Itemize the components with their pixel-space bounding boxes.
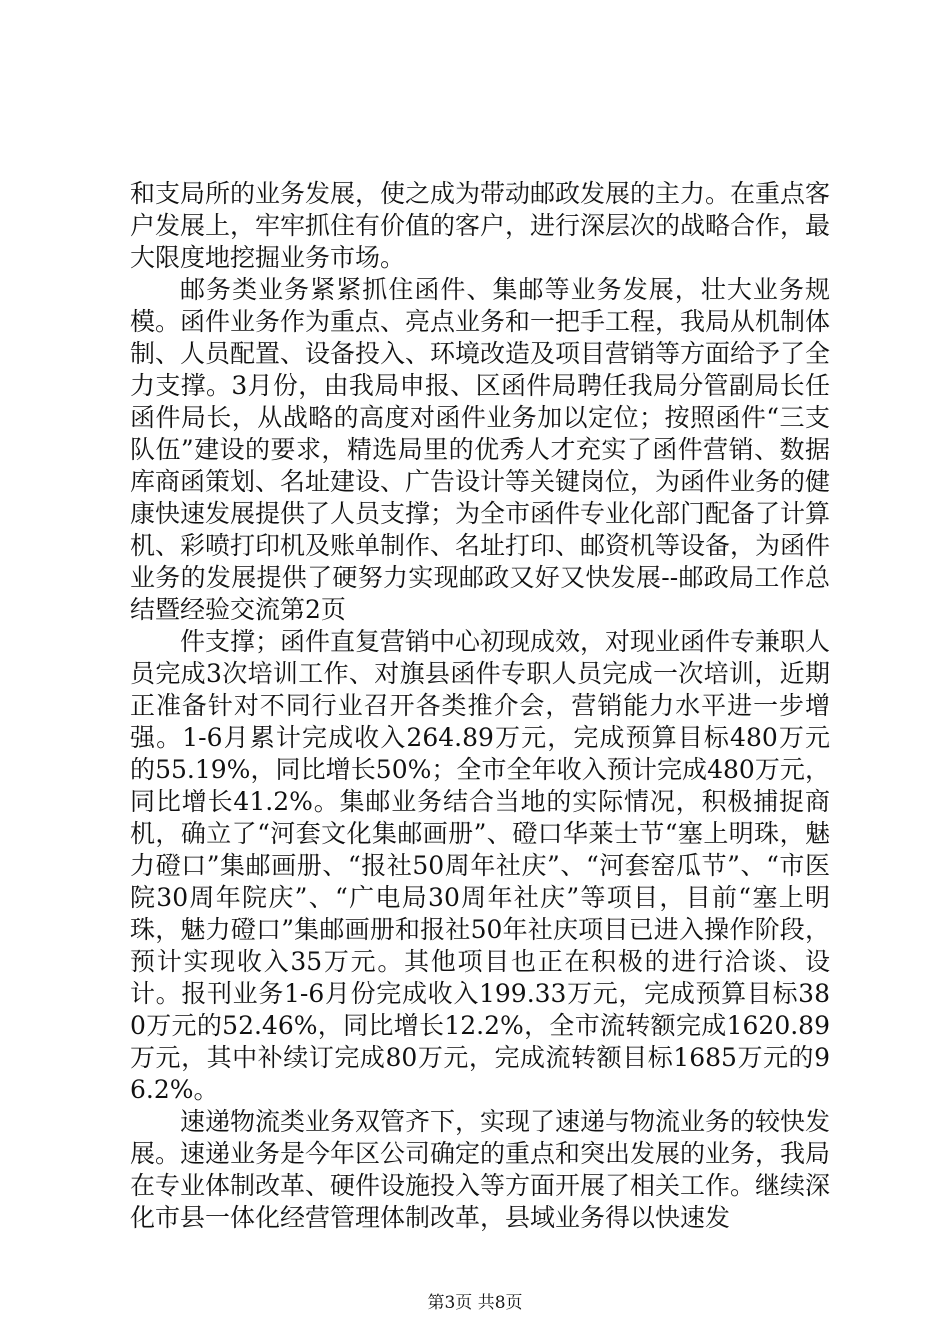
paragraph-2: 邮务类业务紧紧抓住函件、集邮等业务发展，壮大业务规模。函件业务作为重点、亮点业务和一把手工程，我局从机制体制、人员配置、设备投入、环境改造及项目营销等方面给予了全力支撑。3月份，由我局申报、区函件局聘任我局分管副局长任函件局长，从战略的高度对函件业务加以定位；按照函件“三支队伍”建设的要求，精选局里的优秀人才充实了函件营销、数据库商函策划、名址建设、广告设计等关键岗位，为函件业务的健康快速发展提供了人员支撑；为全市函件专业化部门配备了计算机、彩喷打印机及账单制作、名址打印、邮资机等设备，为函件业务的发展提供了硬努力实现邮政又好又快发展--邮政局工作总结暨经验交流第2页	[130, 275, 831, 624]
page-number-footer: 第3页 共8页	[427, 1293, 523, 1313]
paragraph-4: 速递物流类业务双管齐下，实现了速递与物流业务的较快发展。速递业务是今年区公司确定的重点和突出发展的业务，我局在专业体制改革、硬件设施投入等方面开展了相关工作。继续深化市县一体化经营管理体制改革，县域业务得以快速发	[130, 1107, 831, 1232]
document-body	[130, 178, 830, 1234]
paragraph-3: 件支撑；函件直复营销中心初现成效，对现业函件专兼职人员完成3次培训工作、对旗县函件专职人员完成一次培训，近期正准备针对不同行业召开各类推介会，营销能力水平进一步增强。1-6月累计完成收入264.89万元，完成预算目标480万元的55.19%，同比增长50%；全市全年收入预计完成480万元，同比增长41.2%。集邮业务结合当地的实际情况，积极捕捉商机，确立了“河套文化集邮画册”、磴口华莱士节“塞上明珠，魅力磴口”集邮画册、“报社50周年社庆”、“河套窑瓜节”、“市医院30周年院庆”、“广电局30周年社庆”等项目，目前“塞上明珠，魅力磴口”集邮画册和报社50年社庆项目已进入操作阶段，预计实现收入35万元。其他项目也正在积极的进行洽谈、设计。报刊业务1-6月份完成收入199.33万元，完成预算目标380万元的52.46%，同比增长12.2%，全市流转额完成1620.89万元，其中补续订完成80万元，完成流转额目标1685万元的96.2%。	[130, 627, 831, 1104]
paragraph-1: 和支局所的业务发展，使之成为带动邮政发展的主力。在重点客户发展上，牢牢抓住有价值的客户，进行深层次的战略合作，最大限度地挖掘业务市场。	[130, 179, 831, 272]
